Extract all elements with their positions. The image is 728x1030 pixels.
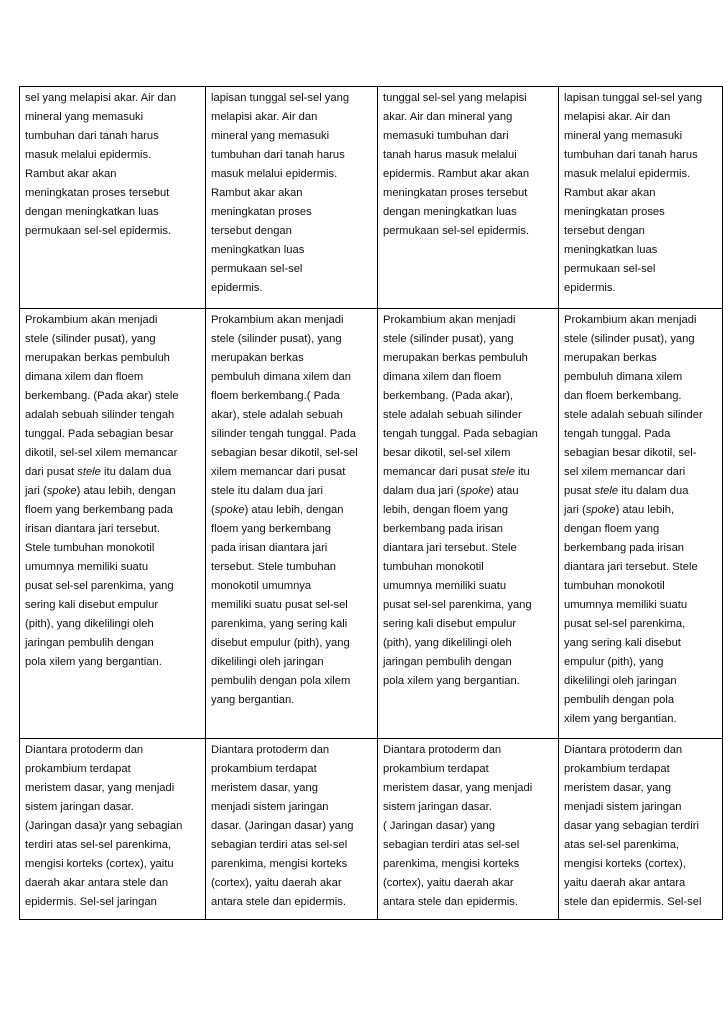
cell-line: permukaan sel-sel epidermis.: [25, 225, 172, 237]
cell-line: stele (silinder pusat), yang: [25, 333, 156, 345]
cell-line: menjadi sistem jaringan: [211, 801, 329, 813]
cell-line: merupakan berkas: [564, 352, 657, 364]
cell-line: irisan diantara jari tersebut.: [25, 523, 160, 535]
cell-line: tengah tunggal. Pada: [564, 428, 671, 440]
cell-line: monokotil umumnya: [211, 580, 312, 592]
cell-line: dengan floem yang: [564, 523, 660, 535]
cell-line: Diantara protoderm dan: [564, 744, 683, 756]
cell-line: epidermis.: [564, 282, 616, 294]
cell-line: merupakan berkas pembuluh: [383, 352, 528, 364]
cell-line: melapisi akar. Air dan: [564, 111, 671, 123]
cell-line: Diantara protoderm dan: [383, 744, 502, 756]
cell-line: stele dan epidermis. Sel-sel: [564, 896, 702, 908]
cell-line: epidermis.: [211, 282, 263, 294]
cell-line: pola xilem yang bergantian.: [383, 675, 520, 687]
cell-line: (spoke) atau lebih, dengan: [211, 504, 344, 516]
cell-line: permukaan sel-sel: [211, 263, 303, 275]
cell-line: prokambium terdapat: [564, 763, 670, 775]
cell-line: pola xilem yang bergantian.: [25, 656, 162, 668]
cell-line: Diantara protoderm dan: [25, 744, 144, 756]
cell-line: memiliki suatu pusat sel-sel: [211, 599, 348, 611]
cell-line: floem yang berkembang: [211, 523, 332, 535]
cell-text: [25, 741, 201, 912]
cell-line: berkembang pada irisan: [383, 523, 504, 535]
cell-line: Rambut akar akan: [564, 187, 656, 199]
italic-term: stele: [491, 466, 515, 478]
cell-line: merupakan berkas: [211, 352, 304, 364]
table-row-epidermis: [20, 87, 723, 309]
cell-line: mengisi korteks (cortex), yaitu: [25, 858, 174, 870]
cell-text: [564, 89, 718, 298]
cell-line: Rambut akar akan: [211, 187, 303, 199]
cell-line: dengan meningkatkan luas: [25, 206, 159, 218]
italic-term: stele: [594, 485, 619, 497]
cell-line: umumnya memiliki suatu: [25, 561, 149, 573]
cell-line: memasuki tumbuhan dari: [383, 130, 509, 142]
cell-line: pembuluh dimana xilem: [564, 371, 683, 383]
cell-line: parenkima, mengisi korteks: [383, 858, 520, 870]
cell-line: tumbuhan monokotil: [383, 561, 484, 573]
cell-line: pusat sel-sel parenkima, yang: [25, 580, 174, 592]
cell-line: tersebut dengan: [564, 225, 645, 237]
table-cell: [20, 739, 206, 920]
cell-line: dengan meningkatkan luas: [383, 206, 517, 218]
cell-line: tengah tunggal. Pada sebagian: [383, 428, 538, 440]
cell-line: tumbuhan monokotil: [564, 580, 665, 592]
cell-line: meristem dasar, yang: [564, 782, 671, 794]
cell-line: empulur (pith), yang: [564, 656, 664, 668]
cell-line: meningkatan proses: [564, 206, 665, 218]
cell-line: jari (spoke) atau lebih,: [564, 504, 675, 516]
cell-line: sel xilem memancar dari: [564, 466, 686, 478]
cell-line: berkembang. (Pada akar),: [383, 390, 513, 402]
cell-line: tersebut. Stele tumbuhan: [211, 561, 337, 573]
cell-line: lebih, dengan floem yang: [383, 504, 509, 516]
cell-line: sistem jaringan dasar.: [383, 801, 492, 813]
cell-line: memancar dari pusat stele itu: [383, 466, 530, 478]
cell-line: dikotil, sel-sel xilem memancar: [25, 447, 178, 459]
cell-text: [211, 89, 373, 298]
cell-line: tunggal sel-sel yang melapisi: [383, 92, 527, 104]
cell-line: prokambium terdapat: [211, 763, 317, 775]
cell-line: epidermis. Sel-sel jaringan: [25, 896, 157, 908]
cell-line: pusat stele itu dalam dua: [564, 485, 689, 497]
cell-line: yang sering kali disebut: [564, 637, 681, 649]
cell-line: meningkatan proses tersebut: [383, 187, 528, 199]
cell-line: berkembang. (Pada akar) stele: [25, 390, 179, 402]
cell-line: yaitu daerah akar antara: [564, 877, 686, 889]
cell-line: dimana xilem dan floem: [383, 371, 502, 383]
cell-line: silinder tengah tunggal. Pada: [211, 428, 356, 440]
cell-line: ( Jaringan dasar) yang: [383, 820, 495, 832]
cell-line: meristem dasar, yang menjadi: [25, 782, 175, 794]
cell-line: jaringan pembulih dengan: [25, 637, 154, 649]
cell-text: [383, 311, 554, 691]
cell-line: dasar. (Jaringan dasar) yang: [211, 820, 354, 832]
cell-line: tersebut dengan: [211, 225, 292, 237]
cell-line: sering kali disebut empulur: [25, 599, 159, 611]
cell-line: yang bergantian.: [211, 694, 295, 706]
table-cell: [20, 87, 206, 309]
cell-line: meningkatan proses: [211, 206, 312, 218]
cell-line: Rambut akar akan: [25, 168, 117, 180]
cell-line: pembuluh dimana xilem dan: [211, 371, 351, 383]
cell-line: sistem jaringan dasar.: [25, 801, 134, 813]
cell-line: tanah harus masuk melalui: [383, 149, 517, 161]
cell-line: mineral yang memasuki: [564, 130, 683, 142]
cell-line: pusat sel-sel parenkima,: [564, 618, 686, 630]
cell-line: meristem dasar, yang menjadi: [383, 782, 533, 794]
cell-text: [564, 741, 718, 912]
cell-line: stele (silinder pusat), yang: [564, 333, 695, 345]
italic-term: stele: [77, 466, 101, 478]
cell-text: [211, 741, 373, 912]
cell-text: [25, 311, 201, 672]
cell-line: xilem yang bergantian.: [564, 713, 677, 725]
cell-line: epidermis. Rambut akar akan: [383, 168, 530, 180]
cell-text: [383, 89, 554, 241]
cell-line: dikelilingi oleh jaringan: [564, 675, 677, 687]
cell-line: parenkima, yang sering kali: [211, 618, 348, 630]
table-cell: [20, 309, 206, 739]
cell-line: stele (silinder pusat), yang: [211, 333, 342, 345]
cell-line: dalam dua jari (spoke) atau: [383, 485, 519, 497]
cell-line: pembulih dengan pola xilem: [211, 675, 351, 687]
table-cell: [378, 309, 559, 739]
table-cell: [206, 739, 378, 920]
cell-text: [211, 311, 373, 710]
cell-line: atas sel-sel parenkima,: [564, 839, 680, 851]
cell-line: dari pusat stele itu dalam dua: [25, 466, 172, 478]
cell-line: (cortex), yaitu daerah akar: [383, 877, 514, 889]
cell-line: masuk melalui epidermis.: [564, 168, 691, 180]
cell-line: (pith), yang dikelilingi oleh: [383, 637, 512, 649]
cell-line: meningkatan proses tersebut: [25, 187, 170, 199]
cell-line: dikelilingi oleh jaringan: [211, 656, 324, 668]
cell-line: masuk melalui epidermis.: [25, 149, 152, 161]
cell-line: meningkatkan luas: [211, 244, 305, 256]
cell-line: stele adalah sebuah silinder: [564, 409, 703, 421]
cell-line: floem berkembang.( Pada: [211, 390, 340, 402]
cell-line: jaringan pembulih dengan: [383, 656, 512, 668]
cell-line: diantara jari tersebut. Stele: [564, 561, 698, 573]
cell-line: Prokambium akan menjadi: [564, 314, 697, 326]
cell-line: lapisan tunggal sel-sel yang: [564, 92, 703, 104]
cell-line: daerah akar antara stele dan: [25, 877, 169, 889]
cell-line: meristem dasar, yang: [211, 782, 318, 794]
cell-line: merupakan berkas pembuluh: [25, 352, 170, 364]
cell-line: umumnya memiliki suatu: [564, 599, 688, 611]
cell-line: prokambium terdapat: [25, 763, 131, 775]
comparison-table: [19, 86, 723, 920]
table-body: [20, 87, 723, 920]
cell-text: [25, 89, 201, 241]
cell-line: adalah sebuah silinder tengah: [25, 409, 175, 421]
cell-line: sel yang melapisi akar. Air dan: [25, 92, 177, 104]
cell-line: Stele tumbuhan monokotil: [25, 542, 155, 554]
cell-line: stele (silinder pusat), yang: [383, 333, 514, 345]
cell-line: umumnya memiliki suatu: [383, 580, 507, 592]
cell-line: lapisan tunggal sel-sel yang: [211, 92, 350, 104]
cell-line: sebagian terdiri atas sel-sel: [211, 839, 348, 851]
cell-line: Prokambium akan menjadi: [211, 314, 344, 326]
table-cell: [206, 309, 378, 739]
cell-line: mineral yang memasuki: [211, 130, 330, 142]
cell-line: (cortex), yaitu daerah akar: [211, 877, 342, 889]
cell-line: pembulih dengan pola: [564, 694, 675, 706]
cell-line: permukaan sel-sel epidermis.: [383, 225, 530, 237]
cell-line: melapisi akar. Air dan: [211, 111, 318, 123]
cell-line: antara stele dan epidermis.: [211, 896, 346, 908]
cell-text: [564, 311, 718, 729]
italic-term: spoke: [460, 485, 490, 497]
cell-line: pada irisan diantara jari: [211, 542, 328, 554]
cell-text: [383, 741, 554, 912]
cell-line: masuk melalui epidermis.: [211, 168, 338, 180]
cell-line: akar), stele adalah sebuah: [211, 409, 343, 421]
cell-line: stele itu dalam dua jari: [211, 485, 323, 497]
cell-line: besar dikotil, sel-sel xilem: [383, 447, 511, 459]
cell-line: stele adalah sebuah silinder: [383, 409, 522, 421]
italic-term: spoke: [585, 504, 616, 516]
cell-line: Prokambium akan menjadi: [383, 314, 516, 326]
cell-line: dimana xilem dan floem: [25, 371, 144, 383]
cell-line: dan floem berkembang.: [564, 390, 682, 402]
table-cell: [378, 739, 559, 920]
cell-line: sebagian besar dikotil, sel-: [564, 447, 697, 459]
table-cell: [559, 739, 723, 920]
cell-line: jari (spoke) atau lebih, dengan: [25, 485, 176, 497]
italic-term: spoke: [214, 504, 245, 516]
cell-line: sebagian terdiri atas sel-sel: [383, 839, 520, 851]
cell-line: antara stele dan epidermis.: [383, 896, 518, 908]
cell-line: pusat sel-sel parenkima, yang: [383, 599, 532, 611]
cell-line: disebut empulur (pith), yang: [211, 637, 350, 649]
table-row-prokambium: [20, 309, 723, 739]
cell-line: sering kali disebut empulur: [383, 618, 517, 630]
cell-line: mengisi korteks (cortex),: [564, 858, 686, 870]
table-row-meristem-dasar: [20, 739, 723, 920]
cell-line: dasar yang sebagian terdiri: [564, 820, 699, 832]
cell-line: menjadi sistem jaringan: [564, 801, 682, 813]
cell-line: berkembang pada irisan: [564, 542, 685, 554]
cell-line: akar. Air dan mineral yang: [383, 111, 513, 123]
cell-line: prokambium terdapat: [383, 763, 489, 775]
cell-line: (pith), yang dikelilingi oleh: [25, 618, 154, 630]
cell-line: tumbuhan dari tanah harus: [211, 149, 345, 161]
table-cell: [559, 309, 723, 739]
cell-line: mineral yang memasuki: [25, 111, 144, 123]
cell-line: diantara jari tersebut. Stele: [383, 542, 517, 554]
cell-line: tumbuhan dari tanah harus: [564, 149, 698, 161]
cell-line: Prokambium akan menjadi: [25, 314, 158, 326]
cell-line: xilem memancar dari pusat: [211, 466, 346, 478]
cell-line: parenkima, mengisi korteks: [211, 858, 348, 870]
cell-line: floem yang berkembang pada: [25, 504, 174, 516]
table-cell: [206, 87, 378, 309]
cell-line: tumbuhan dari tanah harus: [25, 130, 159, 142]
cell-line: permukaan sel-sel: [564, 263, 656, 275]
cell-line: tunggal. Pada sebagian besar: [25, 428, 174, 440]
cell-line: Diantara protoderm dan: [211, 744, 330, 756]
cell-line: sebagian besar dikotil, sel-sel: [211, 447, 358, 459]
table-cell: [378, 87, 559, 309]
cell-line: meningkatkan luas: [564, 244, 658, 256]
italic-term: spoke: [46, 485, 77, 497]
cell-line: (Jaringan dasa)r yang sebagian: [25, 820, 183, 832]
table-cell: [559, 87, 723, 309]
cell-line: terdiri atas sel-sel parenkima,: [25, 839, 172, 851]
